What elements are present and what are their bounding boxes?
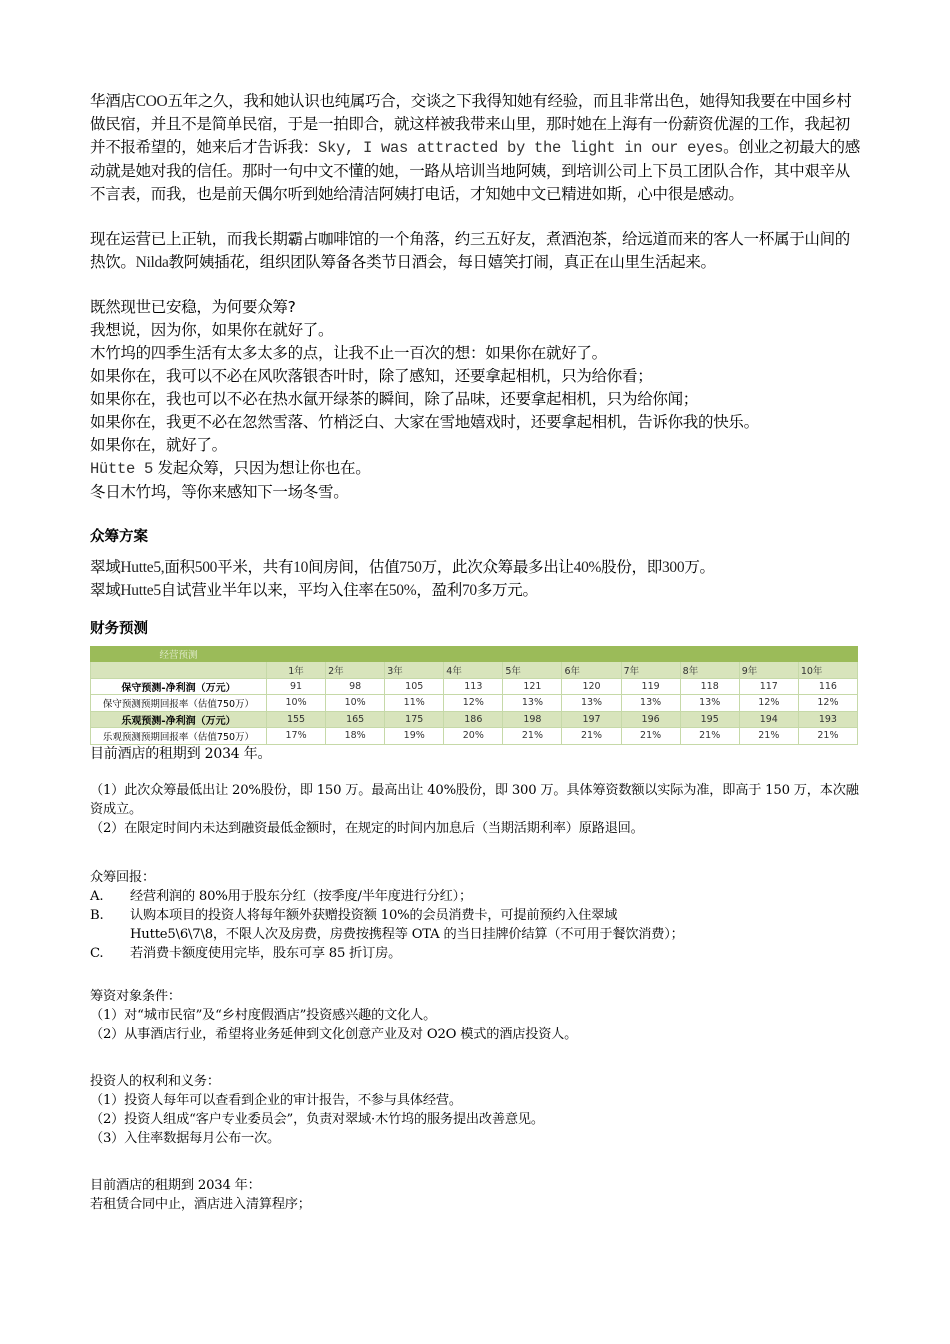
text-run: 自试营业半年以来，平均入住率在 (160, 581, 389, 599)
intro-line: 我想说，因为你，如果你在就好了。 (90, 321, 334, 339)
table-year-header: 6年 (562, 662, 621, 679)
text-run: 平米，共有 (217, 558, 294, 576)
table-cell: 186 (444, 711, 503, 728)
table-cell: 165 (326, 711, 385, 728)
table-cell: 12% (444, 695, 503, 712)
latin-text-run: Hutte5 (120, 582, 161, 599)
text-run: 华酒店 (90, 92, 136, 110)
table-cell: 11% (385, 695, 444, 712)
table-row (91, 711, 858, 728)
latin-text-run: COO (135, 93, 168, 110)
list-text: 经营利润的 80%用于股东分红（按季度/半年度进行分红）； (130, 888, 473, 904)
table-cell: 13% (680, 695, 739, 712)
latin-text-run: 300 (661, 559, 685, 576)
intro-last-line: 冬日木竹坞，等你来感知下一场冬雪。 (90, 483, 349, 501)
table-cell: 91 (267, 678, 326, 695)
intro-line: 如果你在，我可以不必在风吹落银杏叶时，除了感知，还要拿起相机，只为给你看； (90, 367, 653, 385)
plan-heading: 众筹方案 (90, 529, 148, 545)
returns-heading: 众筹回报： (90, 869, 155, 885)
table-title-row (91, 647, 858, 662)
table-cell: 195 (680, 711, 739, 728)
rights-heading: 投资人的权利和义务： (90, 1073, 220, 1089)
table-cell: 98 (326, 678, 385, 695)
latin-text-run: 50% (388, 582, 417, 599)
text-run: 多万元。 (476, 581, 538, 599)
intro-lines (90, 296, 860, 504)
table-cell: 10% (267, 695, 326, 712)
list-text: 若消费卡额度使用完毕，股东可享 85 折订房。 (130, 945, 402, 961)
table-year-row (91, 662, 858, 679)
latin-text-run: 40% (573, 559, 602, 576)
hutte-name: Hütte 5 (90, 460, 154, 478)
plan-line-1 (90, 556, 860, 579)
table-cell: 194 (739, 711, 798, 728)
latin-text-run: Sky, I was attracted by the light in our eyes (318, 139, 724, 157)
table-year-header: 7年 (621, 662, 680, 679)
latin-text-run: Hutte5, (120, 559, 165, 576)
table-cell: 117 (739, 678, 798, 695)
closing-section (90, 1176, 860, 1214)
table-cell: 116 (798, 678, 857, 695)
latin-text-run: 500 (194, 559, 218, 576)
intro-line: 如果你在，就好了。 (90, 436, 227, 454)
table-year-header: 9年 (739, 662, 798, 679)
closing-line: 若租赁合同中止，酒店进入清算程序； (90, 1196, 311, 1212)
latin-text-run: 70 (461, 582, 477, 599)
text-run: 间房间，估值 (308, 558, 400, 576)
table-year-header: 4年 (444, 662, 503, 679)
table-cell: 113 (444, 678, 503, 695)
table-cell: 12% (798, 695, 857, 712)
table-cell: 193 (798, 711, 857, 728)
table-year-header: 2年 (326, 662, 385, 679)
returns-item-a (90, 887, 860, 906)
table-row (91, 728, 858, 745)
table-title: 经营预测 (91, 647, 267, 662)
intro-line: 木竹坞的四季生活有太多太多的点，让我不止一百次的想：如果你在就好了。 (90, 344, 607, 362)
table-cell: 21% (562, 728, 621, 745)
table-cell: 19% (385, 728, 444, 745)
table-row-label: 乐观预测预期回报率（估值750万） (91, 728, 267, 745)
table-cell: 18% (326, 728, 385, 745)
intro-line: 如果你在，我也可以不必在热水氤开绿茶的瞬间，除了品味，还要拿起相机，只为给你闻； (90, 390, 699, 408)
returns-item-c (90, 944, 860, 963)
table-corner (91, 662, 267, 679)
table-cell: 17% (267, 728, 326, 745)
table-row-label: 保守预测预期回报率（估值750万） (91, 695, 267, 712)
rights-section (90, 1072, 860, 1148)
table-cell: 198 (503, 711, 562, 728)
table-cell: 120 (562, 678, 621, 695)
table-row-label: 保守预测-净利润（万元） (91, 678, 267, 695)
eligibility-heading: 筹资对象条件： (90, 988, 181, 1004)
eligibility-section (90, 987, 860, 1044)
hutte-line-text: 发起众筹，只因为想让你也在。 (153, 459, 371, 477)
table-year-header: 5年 (503, 662, 562, 679)
table-cell: 13% (621, 695, 680, 712)
finance-table (90, 646, 858, 745)
list-text-continued: Hutte5\6\7\8，不限人次及房费，房费按携程等 OTA 的当日挂牌价结算（不可用于餐饮消费）； (130, 926, 684, 942)
intro-paragraph-2 (90, 228, 860, 274)
table-cell: 21% (798, 728, 857, 745)
table-title-fill (267, 647, 858, 662)
table-cell: 175 (385, 711, 444, 728)
table-cell: 10% (326, 695, 385, 712)
lease-note: 目前酒店的租期到 2034 年。 (90, 745, 272, 762)
returns-section (90, 868, 860, 963)
intro-line: 如果你在，我更不必在忽然雪落、竹梢泛白、大家在雪地嬉戏时，还要拿起相机，告诉你我的快乐。 (90, 413, 759, 431)
plan-line-2 (90, 579, 860, 602)
table-cell: 13% (562, 695, 621, 712)
text-run: 万。 (684, 558, 715, 576)
table-cell: 121 (503, 678, 562, 695)
table-cell: 21% (621, 728, 680, 745)
table-cell: 155 (267, 711, 326, 728)
table-year-header: 10年 (798, 662, 857, 679)
table-row (91, 678, 858, 695)
text-run: 股份，即 (601, 558, 662, 576)
latin-text-run: 750 (399, 559, 422, 576)
terms-item: （1）此次众筹最低出让 20%股份，即 150 万。最高出让 40%股份，即 300 万。具体筹资数额以实际为准，即高于 150 万，本次融资成立。 (90, 782, 859, 817)
list-marker: C. (90, 945, 104, 961)
list-marker: B. (90, 907, 104, 923)
table-cell: 21% (503, 728, 562, 745)
table-cell: 21% (680, 728, 739, 745)
text-run: 五年之久，我和她认识也纯属巧合，交谈之下我得知她有经验，而且非常出色，她得知我要在中国乡村做民宿，并且不是简单民宿，于是一拍即合，就这样被我带来山里，那时她在上海有一份薪资优渥的工作，我起初并不报希望的，她来后才告诉我： (90, 92, 852, 156)
rights-item: （2）投资人组成“客户专业委员会”，负责对翠域·木竹坞的服务提出改善意见。 (90, 1111, 544, 1127)
table-cell: 20% (444, 728, 503, 745)
list-marker: A. (90, 888, 104, 904)
eligibility-item: （1）对“城市民宿”及“乡村度假酒店”投资感兴趣的文化人。 (90, 1007, 437, 1023)
table-row-label: 乐观预测-净利润（万元） (91, 711, 267, 728)
text-run: 翠域 (90, 558, 121, 576)
table-cell: 196 (621, 711, 680, 728)
rights-item: （3）入住率数据每月公布一次。 (90, 1130, 281, 1146)
document-page (90, 90, 860, 1214)
closing-line: 目前酒店的租期到 2034 年： (90, 1177, 261, 1193)
intro-paragraph-1 (90, 90, 860, 206)
table-cell: 12% (739, 695, 798, 712)
table-cell: 105 (385, 678, 444, 695)
table-row (91, 695, 858, 712)
list-text: 认购本项目的投资人将每年额外获赠投资额 10%的会员消费卡，可提前预约入住翠域 (130, 907, 618, 923)
returns-item-b (90, 906, 860, 925)
table-cell: 13% (503, 695, 562, 712)
table-cell: 21% (739, 728, 798, 745)
table-cell: 118 (680, 678, 739, 695)
hutte-line (90, 457, 860, 481)
eligibility-item: （2）从事酒店行业，希望将业务延伸到文化创意产业及对 O2O 模式的酒店投资人。 (90, 1026, 578, 1042)
latin-text-run: Nilda (135, 254, 169, 271)
latin-text-run: 10 (293, 559, 309, 576)
text-run: 翠域 (90, 581, 121, 599)
text-run: 万，此次众筹最多出让 (421, 558, 574, 576)
rights-item: （1）投资人每年可以查看到企业的审计报告，不参与具体经营。 (90, 1092, 462, 1108)
text-run: 现在运营已上正轨，而我长期霸占咖啡馆的一个角落，约三五好友，煮酒泡茶，给远道而来的客人一杯属于山间的热饮。 (90, 230, 851, 271)
table-cell: 197 (562, 711, 621, 728)
table-cell: 119 (621, 678, 680, 695)
table-year-header: 3年 (385, 662, 444, 679)
text-run: 面积 (164, 558, 195, 576)
text-run: 。创业之初最大的感动就是她对我的信任。那时一句中文不懂的她，一路从培训当地阿姨，到培训公司上下员工团队合作，其中艰辛从不言表，而我，也是前天偶尔听到她给清洁阿姨打电话，才知她中文已精进如斯，心中很是感动。 (90, 138, 860, 203)
intro-line: 既然现世已安稳，为何要众筹? (90, 298, 296, 316)
text-run: 教阿姨插花，组织团队筹备各类节日酒会，每日嬉笑打闹，真正在山里生活起来。 (168, 253, 716, 271)
terms-item: （2）在限定时间内未达到融资最低金额时，在规定的时间内加息后（当期活期利率）原路退回。 (90, 820, 644, 836)
table-year-header: 8年 (680, 662, 739, 679)
finance-heading: 财务预测 (90, 621, 148, 637)
text-run: ，盈利 (416, 581, 462, 599)
table-year-header: 1年 (267, 662, 326, 679)
terms-list (90, 781, 860, 838)
